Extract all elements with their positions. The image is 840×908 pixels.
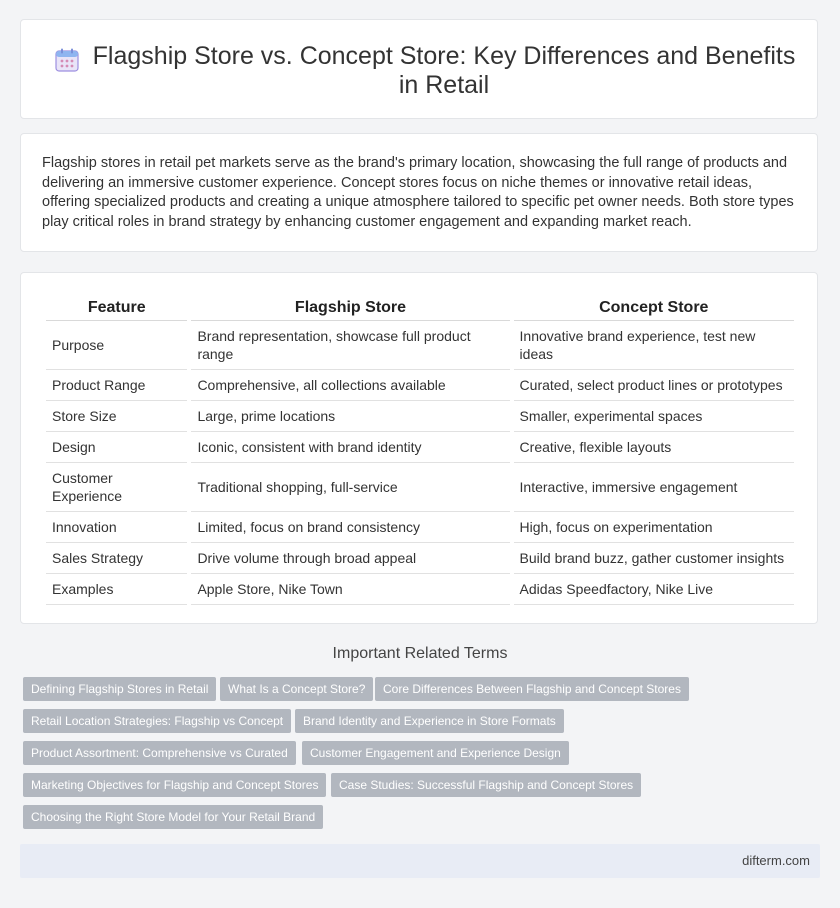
calendar-icon (54, 47, 80, 73)
comparison-card (20, 272, 818, 624)
cell-concept: Build brand buzz, gather customer insights (514, 543, 794, 574)
intro-card (20, 133, 818, 252)
related-tag-case-studies[interactable]: Case Studies: Successful Flagship and Concept Stores (331, 773, 641, 797)
table-row (46, 512, 794, 543)
table-row (46, 574, 794, 605)
related-terms-title: Important Related Terms (332, 645, 508, 662)
cell-flagship: Brand representation, showcase full product range (191, 321, 509, 370)
related-tag-what-is-concept[interactable]: What Is a Concept Store? (220, 677, 373, 701)
cell-concept: Interactive, immersive engagement (514, 463, 794, 512)
table-row (46, 321, 794, 370)
cell-flagship: Traditional shopping, full-service (191, 463, 509, 512)
intro-paragraph: Flagship stores in retail pet markets serve as the brand's primary location, showcasing the full range of products and delivering an immersive customer experience. Concept stores focus on niche themes or innovative retail ideas, offering specialized products and creating a unique atmosphere tailored to specific pet owner needs. Both store types play critical roles in brand strategy by enhancing customer engagement and expanding market reach. (42, 155, 794, 230)
cell-feature: Store Size (46, 401, 187, 432)
cell-concept: Creative, flexible layouts (514, 432, 794, 463)
cell-feature: Design (46, 432, 187, 463)
cell-flagship: Drive volume through broad appeal (191, 543, 509, 574)
cell-feature: Sales Strategy (46, 543, 187, 574)
footer (20, 844, 820, 878)
related-tag-customer-engagement[interactable]: Customer Engagement and Experience Design (302, 741, 569, 765)
cell-flagship: Limited, focus on brand consistency (191, 512, 509, 543)
cell-feature: Examples (46, 574, 187, 605)
header-concept: Concept Store (514, 297, 794, 321)
cell-concept: High, focus on experimentation (514, 512, 794, 543)
cell-concept: Adidas Speedfactory, Nike Live (514, 574, 794, 605)
comparison-table (42, 297, 798, 605)
cell-feature: Customer Experience (46, 463, 187, 512)
related-tag-choosing-model[interactable]: Choosing the Right Store Model for Your Retail Brand (23, 805, 323, 829)
table-row (46, 463, 794, 512)
related-tag-product-assortment[interactable]: Product Assortment: Comprehensive vs Curated (23, 741, 296, 765)
cell-flagship: Apple Store, Nike Town (191, 574, 509, 605)
page-title: Flagship Store vs. Concept Store: Key Differences and Benefits in Retail (92, 42, 796, 99)
related-tag-core-differences[interactable]: Core Differences Between Flagship and Concept Stores (375, 677, 689, 701)
header-flagship: Flagship Store (191, 297, 509, 321)
cell-flagship: Iconic, consistent with brand identity (191, 432, 509, 463)
table-header-row (46, 297, 794, 321)
header-feature: Feature (46, 297, 187, 321)
related-tag-defining-flagship[interactable]: Defining Flagship Stores in Retail (23, 677, 216, 701)
footer-site-link[interactable]: difterm.com (742, 853, 810, 868)
table-row (46, 432, 794, 463)
title-card (20, 19, 818, 119)
cell-feature: Innovation (46, 512, 187, 543)
cell-flagship: Large, prime locations (191, 401, 509, 432)
table-row (46, 370, 794, 401)
related-tag-marketing-objectives[interactable]: Marketing Objectives for Flagship and Concept Stores (23, 773, 326, 797)
cell-concept: Smaller, experimental spaces (514, 401, 794, 432)
cell-feature: Product Range (46, 370, 187, 401)
cell-concept: Curated, select product lines or prototypes (514, 370, 794, 401)
table-row (46, 401, 794, 432)
related-tag-brand-identity[interactable]: Brand Identity and Experience in Store Formats (295, 709, 564, 733)
cell-concept: Innovative brand experience, test new ideas (514, 321, 794, 370)
related-tag-location-strategies[interactable]: Retail Location Strategies: Flagship vs Concept (23, 709, 291, 733)
cell-flagship: Comprehensive, all collections available (191, 370, 509, 401)
cell-feature: Purpose (46, 321, 187, 370)
table-row (46, 543, 794, 574)
